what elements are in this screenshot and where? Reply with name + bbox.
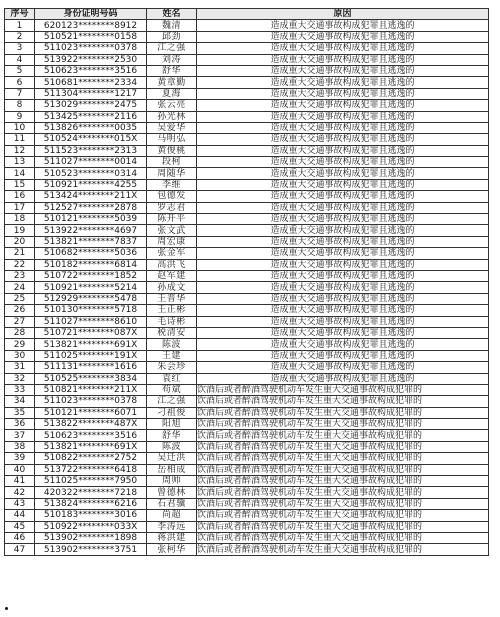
row-id-number: 510821********211X — [35, 384, 147, 395]
row-name: 王正彬 — [147, 305, 197, 316]
row-serial-number: 9 — [5, 111, 35, 122]
table-body — [5, 20, 489, 555]
table-row — [5, 236, 489, 247]
bullet-mark — [5, 607, 8, 610]
row-name: 刘涛 — [147, 54, 197, 65]
row-id-number: 513821********7837 — [35, 236, 147, 247]
row-id-number: 511523********2313 — [35, 145, 147, 156]
row-id-number: 513821********691X — [35, 441, 147, 452]
row-serial-number: 41 — [5, 476, 35, 487]
row-serial-number: 23 — [5, 270, 35, 281]
table-row — [5, 293, 489, 304]
row-name: 朱会珍 — [147, 362, 197, 373]
header-id-number: 身份证明号码 — [35, 9, 147, 20]
table-row — [5, 544, 489, 555]
row-id-number: 510721********087X — [35, 327, 147, 338]
row-reason: 造成重大交通事故构成犯罪且逃逸的 — [197, 270, 489, 281]
row-id-number: 510822********2752 — [35, 453, 147, 464]
row-serial-number: 45 — [5, 521, 35, 532]
row-reason: 造成重大交通事故构成犯罪且逃逸的 — [197, 305, 489, 316]
row-name: 石君骥 — [147, 498, 197, 509]
row-reason: 饮酒后或者醉酒驾驶机动车发生重大交通事故构成犯罪的 — [197, 498, 489, 509]
row-name: 岳相成 — [147, 464, 197, 475]
row-id-number: 510525********3834 — [35, 373, 147, 384]
table-row — [5, 476, 489, 487]
row-name: 王普华 — [147, 293, 197, 304]
row-serial-number: 12 — [5, 145, 35, 156]
row-id-number: 513424********211X — [35, 191, 147, 202]
table-row — [5, 441, 489, 452]
table-row — [5, 168, 489, 179]
row-name: 曾德林 — [147, 487, 197, 498]
row-reason: 饮酒后或者醉酒驾驶机动车发生重大交通事故构成犯罪的 — [197, 521, 489, 532]
table-row — [5, 327, 489, 338]
row-id-number: 513922********4697 — [35, 225, 147, 236]
row-name: 蒋洪建 — [147, 532, 197, 543]
row-reason: 造成重大交通事故构成犯罪且逃逸的 — [197, 339, 489, 350]
table-row — [5, 510, 489, 521]
row-id-number: 511023********0378 — [35, 43, 147, 54]
row-id-number: 510524********015X — [35, 134, 147, 145]
row-reason: 饮酒后或者醉酒驾驶机动车发生重大交通事故构成犯罪的 — [197, 430, 489, 441]
row-id-number: 512929********5478 — [35, 293, 147, 304]
row-id-number: 511025********7950 — [35, 476, 147, 487]
row-name: 陈波 — [147, 339, 197, 350]
row-name: 李维 — [147, 179, 197, 190]
row-serial-number: 38 — [5, 441, 35, 452]
row-id-number: 511304********1217 — [35, 88, 147, 99]
row-reason: 造成重大交通事故构成犯罪且逃逸的 — [197, 373, 489, 384]
row-id-number: 420322********7218 — [35, 487, 147, 498]
table-row — [5, 498, 489, 509]
header-reason: 原因 — [197, 9, 489, 20]
table-row — [5, 225, 489, 236]
row-reason: 饮酒后或者醉酒驾驶机动车发生重大交通事故构成犯罪的 — [197, 384, 489, 395]
row-reason: 造成重大交通事故构成犯罪且逃逸的 — [197, 43, 489, 54]
row-id-number: 511023********0378 — [35, 396, 147, 407]
row-name: 阳旭 — [147, 419, 197, 430]
row-serial-number: 22 — [5, 259, 35, 270]
row-reason: 造成重大交通事故构成犯罪且逃逸的 — [197, 111, 489, 122]
row-reason: 造成重大交通事故构成犯罪且逃逸的 — [197, 122, 489, 133]
header-serial-number: 序号 — [5, 9, 35, 20]
row-reason: 造成重大交通事故构成犯罪且逃逸的 — [197, 362, 489, 373]
row-serial-number: 26 — [5, 305, 35, 316]
row-reason: 造成重大交通事故构成犯罪且逃逸的 — [197, 202, 489, 213]
row-id-number: 513722********6418 — [35, 464, 147, 475]
row-serial-number: 17 — [5, 202, 35, 213]
row-id-number: 513902********3751 — [35, 544, 147, 555]
row-serial-number: 11 — [5, 134, 35, 145]
row-id-number: 510921********5214 — [35, 282, 147, 293]
row-name: 罗志君 — [147, 202, 197, 213]
row-id-number: 510623********3516 — [35, 65, 147, 76]
row-serial-number: 2 — [5, 31, 35, 42]
row-reason: 造成重大交通事故构成犯罪且逃逸的 — [197, 88, 489, 99]
row-name: 江之强 — [147, 43, 197, 54]
row-id-number: 510682********5036 — [35, 248, 147, 259]
row-serial-number: 27 — [5, 316, 35, 327]
table-row — [5, 100, 489, 111]
row-id-number: 513425********2116 — [35, 111, 147, 122]
row-id-number: 620123********8912 — [35, 20, 147, 31]
row-id-number: 510623********3516 — [35, 430, 147, 441]
row-reason: 饮酒后或者醉酒驾驶机动车发生重大交通事故构成犯罪的 — [197, 544, 489, 555]
row-name: 魏清 — [147, 20, 197, 31]
row-id-number: 513824********6216 — [35, 498, 147, 509]
row-reason: 造成重大交通事故构成犯罪且逃逸的 — [197, 293, 489, 304]
row-id-number: 513922********2530 — [35, 54, 147, 65]
row-serial-number: 15 — [5, 179, 35, 190]
row-id-number: 510182********6814 — [35, 259, 147, 270]
row-reason: 饮酒后或者醉酒驾驶机动车发生重大交通事故构成犯罪的 — [197, 476, 489, 487]
table-row — [5, 191, 489, 202]
table-row — [5, 214, 489, 225]
row-serial-number: 30 — [5, 350, 35, 361]
row-name: 马明弘 — [147, 134, 197, 145]
row-serial-number: 8 — [5, 100, 35, 111]
row-reason: 饮酒后或者醉酒驾驶机动车发生重大交通事故构成犯罪的 — [197, 441, 489, 452]
table-row — [5, 373, 489, 384]
row-serial-number: 28 — [5, 327, 35, 338]
row-name: 包德发 — [147, 191, 197, 202]
row-id-number: 510681********2334 — [35, 77, 147, 88]
row-serial-number: 14 — [5, 168, 35, 179]
table-row — [5, 270, 489, 281]
row-serial-number: 43 — [5, 498, 35, 509]
table-row — [5, 419, 489, 430]
row-name: 周随华 — [147, 168, 197, 179]
table-row — [5, 179, 489, 190]
row-id-number: 510921********4255 — [35, 179, 147, 190]
table-row — [5, 521, 489, 532]
table-row — [5, 31, 489, 42]
row-reason: 饮酒后或者醉酒驾驶机动车发生重大交通事故构成犯罪的 — [197, 532, 489, 543]
row-serial-number: 35 — [5, 407, 35, 418]
row-name: 吴迁洪 — [147, 453, 197, 464]
row-name: 赵军建 — [147, 270, 197, 281]
row-name: 陈开平 — [147, 214, 197, 225]
row-name: 邱劲 — [147, 31, 197, 42]
row-name: 袁红 — [147, 373, 197, 384]
row-id-number: 512527********2878 — [35, 202, 147, 213]
row-id-number: 511131********1616 — [35, 362, 147, 373]
row-name: 周宏康 — [147, 236, 197, 247]
row-name: 刁祖俊 — [147, 407, 197, 418]
table-row — [5, 65, 489, 76]
row-reason: 造成重大交通事故构成犯罪且逃逸的 — [197, 54, 489, 65]
row-serial-number: 25 — [5, 293, 35, 304]
table-row — [5, 350, 489, 361]
table-row — [5, 487, 489, 498]
row-reason: 造成重大交通事故构成犯罪且逃逸的 — [197, 327, 489, 338]
table-row — [5, 532, 489, 543]
row-serial-number: 5 — [5, 65, 35, 76]
row-reason: 造成重大交通事故构成犯罪且逃逸的 — [197, 145, 489, 156]
row-reason: 造成重大交通事故构成犯罪且逃逸的 — [197, 282, 489, 293]
row-serial-number: 29 — [5, 339, 35, 350]
row-reason: 造成重大交通事故构成犯罪且逃逸的 — [197, 20, 489, 31]
row-serial-number: 6 — [5, 77, 35, 88]
row-name: 李涛远 — [147, 521, 197, 532]
row-reason: 饮酒后或者醉酒驾驶机动车发生重大交通事故构成犯罪的 — [197, 407, 489, 418]
row-reason: 造成重大交通事故构成犯罪且逃逸的 — [197, 168, 489, 179]
row-serial-number: 19 — [5, 225, 35, 236]
row-name: 张云亮 — [147, 100, 197, 111]
row-name: 尚超 — [147, 510, 197, 521]
row-serial-number: 37 — [5, 430, 35, 441]
row-serial-number: 10 — [5, 122, 35, 133]
table-row — [5, 88, 489, 99]
row-id-number: 513821********691X — [35, 339, 147, 350]
row-reason: 饮酒后或者醉酒驾驶机动车发生重大交通事故构成犯罪的 — [197, 396, 489, 407]
row-reason: 造成重大交通事故构成犯罪且逃逸的 — [197, 225, 489, 236]
row-reason: 造成重大交通事故构成犯罪且逃逸的 — [197, 259, 489, 270]
table-row — [5, 248, 489, 259]
row-reason: 造成重大交通事故构成犯罪且逃逸的 — [197, 214, 489, 225]
row-serial-number: 1 — [5, 20, 35, 31]
row-serial-number: 20 — [5, 236, 35, 247]
table-row — [5, 305, 489, 316]
table-row — [5, 384, 489, 395]
row-reason: 饮酒后或者醉酒驾驶机动车发生重大交通事故构成犯罪的 — [197, 510, 489, 521]
row-name: 苟斌 — [147, 384, 197, 395]
table-row — [5, 362, 489, 373]
row-reason: 造成重大交通事故构成犯罪且逃逸的 — [197, 31, 489, 42]
row-name: 周帅 — [147, 476, 197, 487]
row-reason: 造成重大交通事故构成犯罪且逃逸的 — [197, 191, 489, 202]
row-serial-number: 16 — [5, 191, 35, 202]
row-name: 夏海 — [147, 88, 197, 99]
row-name: 毛诗彬 — [147, 316, 197, 327]
row-reason: 造成重大交通事故构成犯罪且逃逸的 — [197, 157, 489, 168]
table-row — [5, 282, 489, 293]
table-row — [5, 430, 489, 441]
row-reason: 造成重大交通事故构成犯罪且逃逸的 — [197, 65, 489, 76]
row-serial-number: 3 — [5, 43, 35, 54]
row-name: 吴爱华 — [147, 122, 197, 133]
row-serial-number: 21 — [5, 248, 35, 259]
row-name: 黄俊桃 — [147, 145, 197, 156]
row-id-number: 513822********487X — [35, 419, 147, 430]
table-row — [5, 316, 489, 327]
row-name: 舒华 — [147, 430, 197, 441]
table-row — [5, 407, 489, 418]
row-serial-number: 46 — [5, 532, 35, 543]
row-reason: 饮酒后或者醉酒驾驶机动车发生重大交通事故构成犯罪的 — [197, 419, 489, 430]
row-serial-number: 7 — [5, 88, 35, 99]
table-row — [5, 453, 489, 464]
row-id-number: 511027********8610 — [35, 316, 147, 327]
row-serial-number: 18 — [5, 214, 35, 225]
table-header-row — [5, 9, 489, 20]
row-reason: 造成重大交通事故构成犯罪且逃逸的 — [197, 350, 489, 361]
row-id-number: 511025********191X — [35, 350, 147, 361]
row-serial-number: 36 — [5, 419, 35, 430]
row-id-number: 513029********2475 — [35, 100, 147, 111]
row-name: 高洪飞 — [147, 259, 197, 270]
row-id-number: 510722********1852 — [35, 270, 147, 281]
row-name: 税清安 — [147, 327, 197, 338]
table-row — [5, 145, 489, 156]
offender-table — [4, 8, 489, 556]
row-name: 舒华 — [147, 65, 197, 76]
row-name: 王建 — [147, 350, 197, 361]
table-row — [5, 396, 489, 407]
row-id-number: 513902********1898 — [35, 532, 147, 543]
row-id-number: 510922********033X — [35, 521, 147, 532]
row-name: 孙光林 — [147, 111, 197, 122]
row-id-number: 510121********5039 — [35, 214, 147, 225]
table-row — [5, 122, 489, 133]
table-row — [5, 157, 489, 168]
row-serial-number: 40 — [5, 464, 35, 475]
row-reason: 造成重大交通事故构成犯罪且逃逸的 — [197, 100, 489, 111]
row-serial-number: 24 — [5, 282, 35, 293]
row-name: 江之强 — [147, 396, 197, 407]
row-serial-number: 34 — [5, 396, 35, 407]
table-row — [5, 339, 489, 350]
row-serial-number: 13 — [5, 157, 35, 168]
row-reason: 饮酒后或者醉酒驾驶机动车发生重大交通事故构成犯罪的 — [197, 487, 489, 498]
table-row — [5, 202, 489, 213]
table-row — [5, 54, 489, 65]
row-name: 张文武 — [147, 225, 197, 236]
row-reason: 造成重大交通事故构成犯罪且逃逸的 — [197, 248, 489, 259]
row-id-number: 511027********0014 — [35, 157, 147, 168]
row-id-number: 513826********0035 — [35, 122, 147, 133]
row-serial-number: 31 — [5, 362, 35, 373]
row-reason: 饮酒后或者醉酒驾驶机动车发生重大交通事故构成犯罪的 — [197, 453, 489, 464]
row-reason: 饮酒后或者醉酒驾驶机动车发生重大交通事故构成犯罪的 — [197, 464, 489, 475]
table-row — [5, 43, 489, 54]
row-id-number: 510523********0314 — [35, 168, 147, 179]
table-row — [5, 77, 489, 88]
row-reason: 造成重大交通事故构成犯罪且逃逸的 — [197, 179, 489, 190]
row-serial-number: 4 — [5, 54, 35, 65]
row-name: 黄章勤 — [147, 77, 197, 88]
row-name: 孙成文 — [147, 282, 197, 293]
table-row — [5, 259, 489, 270]
row-name: 张柯华 — [147, 544, 197, 555]
table-row — [5, 464, 489, 475]
row-reason: 造成重大交通事故构成犯罪且逃逸的 — [197, 316, 489, 327]
row-name: 张金军 — [147, 248, 197, 259]
row-serial-number: 39 — [5, 453, 35, 464]
table-row — [5, 134, 489, 145]
row-id-number: 510121********6071 — [35, 407, 147, 418]
row-serial-number: 44 — [5, 510, 35, 521]
table-row — [5, 20, 489, 31]
row-reason: 造成重大交通事故构成犯罪且逃逸的 — [197, 77, 489, 88]
row-id-number: 510521********0158 — [35, 31, 147, 42]
row-serial-number: 32 — [5, 373, 35, 384]
row-reason: 造成重大交通事故构成犯罪且逃逸的 — [197, 134, 489, 145]
row-reason: 造成重大交通事故构成犯罪且逃逸的 — [197, 236, 489, 247]
row-name: 陈波 — [147, 441, 197, 452]
row-serial-number: 33 — [5, 384, 35, 395]
row-id-number: 510130********5718 — [35, 305, 147, 316]
header-name: 姓名 — [147, 9, 197, 20]
row-serial-number: 42 — [5, 487, 35, 498]
row-name: 段柯 — [147, 157, 197, 168]
row-id-number: 510183********3016 — [35, 510, 147, 521]
table-row — [5, 111, 489, 122]
row-serial-number: 47 — [5, 544, 35, 555]
